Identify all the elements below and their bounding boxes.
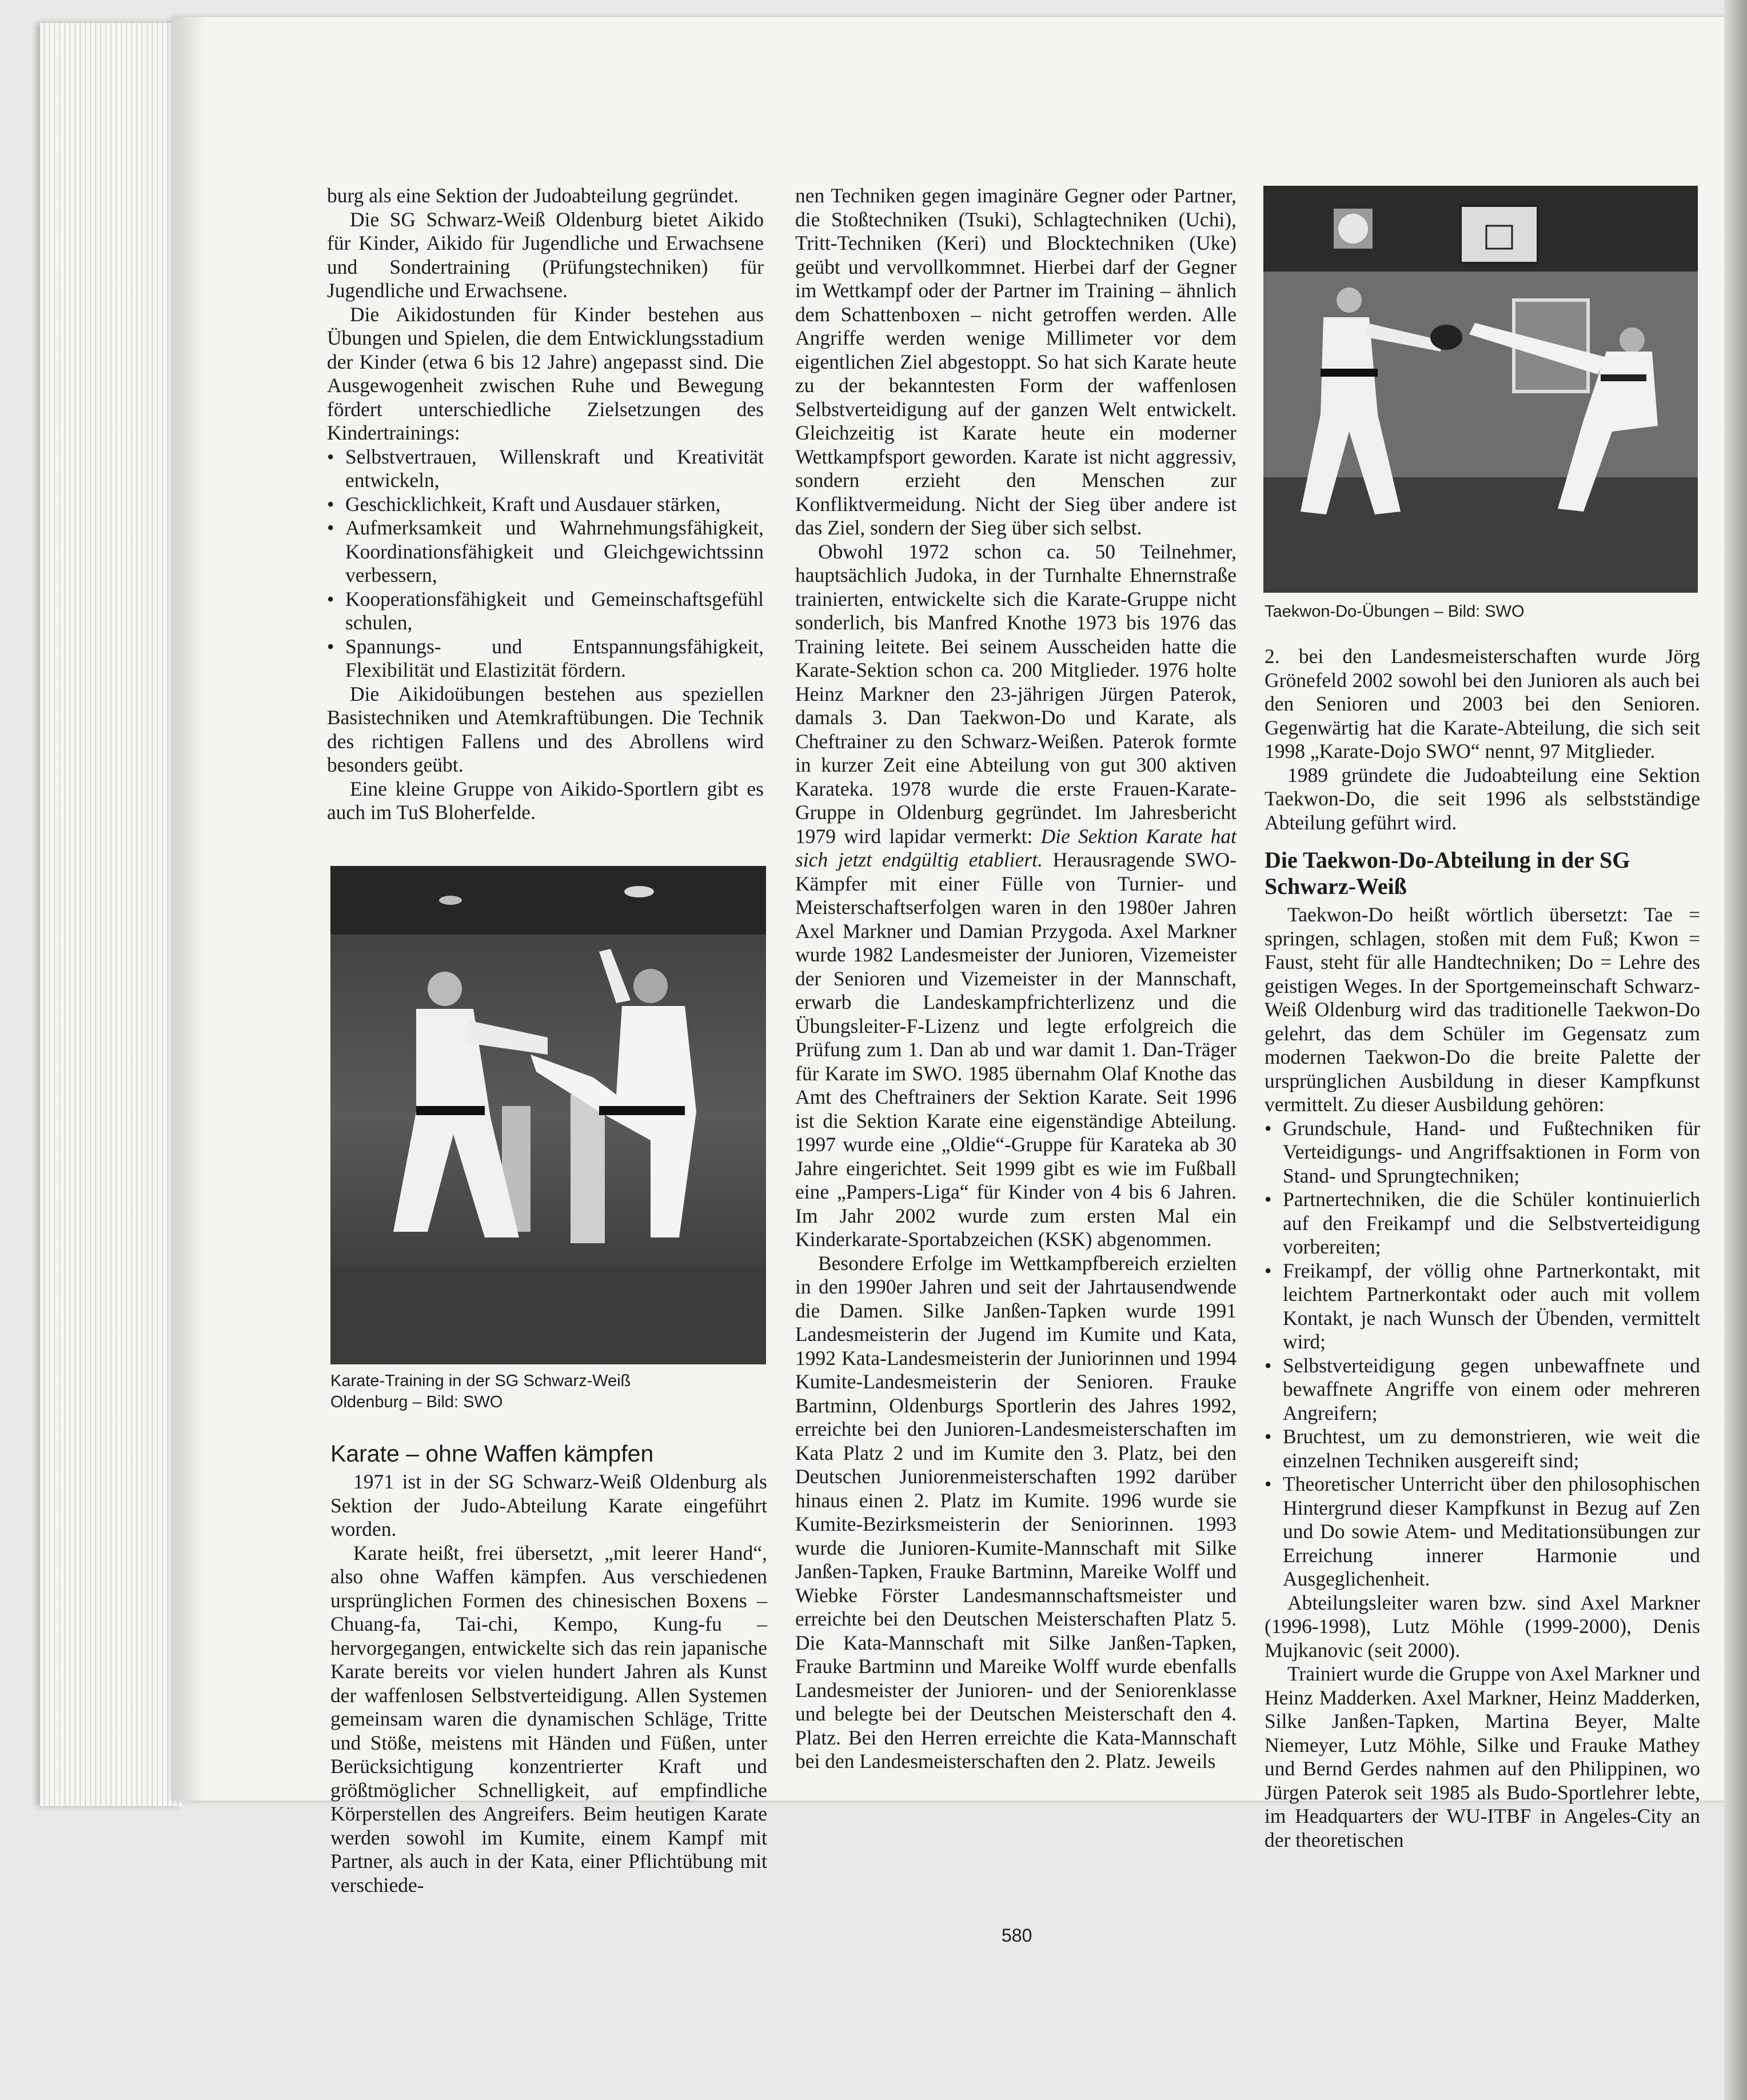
list-item: • Grundschule, Hand- und Fußtechniken für Verteidigungs- und Angriffsaktionen in Form von Stand- und Sprungtechniken; [1265, 1117, 1700, 1188]
paragraph-text: Obwohl 1972 schon ca. 50 Teilnehmer, hauptsächlich Judoka, in der Turnhalte Ehnernstraße trainierten, entwickelte sich die Karate-Gruppe nicht sonderlich, bis Manfred Knothe 1973 bis 1976 das Training leitete. Bei seinem Ausscheiden hatte die Karate-Sektion schon ca. 200 Mitglieder. 1976 holte Heinz Markner den 23-jährigen Jürgen Paterok, damals 3. Dan Taekwon-Do und Karate, als Cheftrainer zu den Schwarz-Weißen. Paterok formte in kurzer Zeit eine Abteilung von gut 300 aktiven Karateka. 1978 wurde die erste Frauen-Karate-Gruppe in Oldenburg gegründet. Im Jahresbericht 1979 wird lapidar vermerkt: [795, 540, 1237, 848]
list-item: • Partnertechniken, die die Schüler kontinuierlich auf den Freikampf und die Selbstverteidigung vorbereiten; [1265, 1188, 1700, 1259]
list-item: • Selbstverteidigung gegen unbewaffnete und bewaffnete Angriffe von einem oder mehreren Angreifern; [1265, 1354, 1700, 1426]
section-heading: Die Taekwon-Do-Abteilung in der SG Schwarz-Weiß [1265, 847, 1630, 899]
quote-text: Die Sektion Karate hat sich jetzt endgültig etabliert. [795, 824, 1237, 871]
paragraph: Karate heißt, frei übersetzt, „mit leerer Hand“, also ohne Waffen kämpfen. Aus verschiedenen ursprünglichen Formen des chinesischen Boxens – Chuang-fa, Tai-chi, Kempo, Kung-fu – hervorgegangen, entwickelte sich das rein japanische Karate bereits vor vielen hundert Jahren als Kunst der waffenlosen Selbstverteidigung. Allen Systemen gemeinsam waren die dynamischen Schläge, Tritte und Stöße, meistens mit Händen und Füßen, unter Berücksichtigung konzentrierter Kraft und größtmöglicher Schnelligkeit, auf empfindliche Körperstellen des Angreifers. Beim heutigen Karate werden sowohl im Kumite, einem Kampf mit Partner, als auch in der Kata, einer Pflichtübung mit verschiede- [330, 1541, 767, 1897]
paragraph: nen Techniken gegen imaginäre Gegner oder Partner, die Stoßtechniken (Tsuki), Schlagtechniken (Uchi), Tritt-Techniken (Keri) und Blocktechniken (Uke) geübt und vervollkommnet. Hierbei darf der Gegner im Wettkampf oder der Partner im Training – ähnlich dem Schattenboxen – nicht getroffen werden. Alle Angriffe werden wenige Millimeter vor dem eigentlichen Ziel abgestoppt. So hat sich Karate heute zu der bekanntesten Form der waffenlosen Selbstverteidigung auf der ganzen Welt entwickelt. Gleichzeitig ist Karate heute ein moderner Wettkampfsport geworden. Karate ist nicht aggressiv, sondern erzieht den Menschen zur Konfliktvermeidung. Nicht der Sieg über andere ist das Ziel, sondern der Sieg über sich selbst. [795, 184, 1237, 539]
paragraph: 1989 gründete die Judoabteilung eine Sektion Taekwon-Do, die seit 1996 als selbstständige Abteilung geführt wird. [1265, 763, 1700, 834]
paragraph: Die Aikidostunden für Kinder bestehen aus Übungen und Spielen, die dem Entwicklungsstadium der Kinder (etwa 6 bis 12 Jahre) angepasst sind. Die Ausgewogenheit zwischen Ruhe und Bewegung fördert unterschiedliche Zielsetzungen des Kindertrainings: [327, 302, 764, 444]
paragraph [795, 540, 1237, 1252]
column-2 [795, 184, 1237, 1774]
list-item: • Aufmerksamkeit und Wahrnehmungsfähigkeit, Koordinationsfähigkeit und Gleichgewichtssinn verbessern, [327, 516, 764, 588]
book-page-edges [40, 23, 183, 1806]
scan-edge [1724, 0, 1747, 2100]
paragraph: 2. bei den Landesmeisterschaften wurde Jörg Grönefeld 2002 sowohl bei den Junioren als auch bei den Senioren und 2003 bei den Senioren. Gegenwärtig hat die Karate-Abteilung, die sich seit 1998 „Karate-Dojo SWO“ nennt, 97 Mitglieder. [1265, 645, 1700, 762]
paragraph-text: Herausragende SWO-Kämpfer mit einer Fülle von Turnier- und Meisterschaftserfolgen waren in den 1980er Jahren Axel Markner und Damian Przygoda. Axel Markner wurde 1982 Landesmeister der Junioren, Vizemeister der Senioren und Vizemeister in der Mannschaft, erwarb die Landeskampfrichterlizenz und die Übungsleiter-F-Lizenz und legte erfolgreich die Prüfung zum 1. Dan ab und war damit 1. Dan-Träger für Karate im SWO. 1985 übernahm Olaf Knothe das Amt des Cheftrainers der Sektion Karate. Seit 1996 ist die Sektion Karate eine eigenständige Abteilung. 1997 wurde eine „Oldie“-Gruppe für Karateka ab 30 Jahre eingerichtet. Seit 1999 gibt es wie im Fußball eine „Pampers-Liga“ für Kinder von 4 bis 6 Jahren. Im Jahr 2002 wurde zum ersten Mal ein Kinderkarate-Sportabzeichen (KSK) abgenommen. [795, 848, 1237, 1251]
photo-caption: Karate-Training in der SG Schwarz-Weiß Oldenburg – Bild: SWO [330, 1372, 631, 1411]
column-3 [1265, 645, 1700, 1852]
photo-caption: Taekwon-Do-Übungen – Bild: SWO [1265, 602, 1525, 621]
paragraph: burg als eine Sektion der Judoabteilung gegründet. [327, 184, 739, 207]
paragraph: 1971 ist in der SG Schwarz-Weiß Oldenburg als Sektion der Judo-Abteilung Karate eingeführt worden. [330, 1470, 767, 1540]
karate-training-photo [330, 866, 766, 1364]
bullet-list [327, 445, 764, 682]
paragraph: Eine kleine Gruppe von Aikido-Sportlern gibt es auch im TuS Bloherfelde. [327, 777, 764, 824]
paragraph: Taekwon-Do heißt wörtlich übersetzt: Tae = springen, schlagen, stoßen mit dem Fuß; Kwon = Faust, steht für alle Handtechniken; Do = Lehre des geistigen Weges. In der Sportgemeinschaft Schwarz-Weiß Oldenburg wird das traditionelle Taekwon-Do gelehrt, das dem Schüler im Gegensatz zum modernen Taekwon-Do die breite Palette der ursprünglichen Ausbildung in dieser Kampfkunst vermittelt. Zu dieser Ausbildung gehören: [1265, 903, 1700, 1116]
paragraph: Die Aikidoübungen bestehen aus speziellen Basistechniken und Atemkraftübungen. Die Technik des richtigen Fallens und des Abrollens wird besonders geübt. [327, 682, 764, 776]
list-item: • Geschicklichkeit, Kraft und Ausdauer stärken, [327, 493, 764, 517]
paragraph: Besondere Erfolge im Wettkampfbereich erzielten in den 1990er Jahren und seit der Jahrtausendwende die Damen. Silke Janßen-Tapken wurde 1991 Landesmeisterin der Jugend im Kumite und Kata, 1992 Kata-Landesmeisterin der Juniorinnen und 1994 Kumite-Landesmeisterin der Senioren. Frauke Bartminn, Oldenburgs Sportlerin des Jahres 1992, erreichte bei den Junioren-Landesmeisterschaften im Kata Platz 2 und im Kumite den 3. Platz, bei den Deutschen Juniorenmeisterschaften 1992 darüber hinaus einen 2. Platz im Kumite. 1996 wurde sie Kumite-Bezirksmeisterin der Seniorinnen. 1993 wurde die Junioren-Kumite-Mannschaft mit Silke Janßen-Tapken, Frauke Bartminn, Mareike Wolff und Wiebke Förster Landesmannschaftsmeister und erreichte bei den Deutschen Meisterschaften Platz 5. Die Kata-Mannschaft mit Silke Janßen-Tapken, Frauke Bartminn und Mareike Wolff wurde ebenfalls Landesmeister der Junioren- und der Seniorenklasse und belegte bei der Deutschen Meisterschaft den 4. Platz. Bei den Herren erreichte die Kata-Mannschaft bei den Landesmeisterschaften den 2. Platz. Jeweils [795, 1251, 1237, 1772]
paragraph: Die SG Schwarz-Weiß Oldenburg bietet Aikido für Kinder, Aikido für Jugendliche und Erwachsene und Sondertraining (Prüfungstechniken) für Jugendliche und Erwachsene. [327, 207, 764, 302]
list-item: • Kooperationsfähigkeit und Gemeinschaftsgefühl schulen, [327, 588, 764, 635]
section-heading: Karate – ohne Waffen kämpfen [330, 1440, 654, 1467]
paragraph: Trainiert wurde die Gruppe von Axel Markner und Heinz Madderken. Axel Markner, Heinz Madderken, Silke Janßen-Tapken, Martina Beyer, Malte Niemeyer, Lutz Möhle, Silke und Frauke Mathey und Bernd Gerdes nahmen auf den Philippinen, wo Jürgen Paterok seit 1985 als Budo-Sportlehrer lebte, im Headquarters der WU-ITBF in Angeles-City an der theoretischen [1265, 1662, 1700, 1851]
page-number: 580 [1002, 1925, 1032, 1946]
list-item: • Bruchtest, um zu demonstrieren, wie weit die einzelnen Techniken ausgereift sind; [1265, 1425, 1700, 1472]
taekwondo-photo [1263, 186, 1698, 593]
binding-shadow [171, 17, 206, 1800]
list-item: • Freikampf, der völlig ohne Partnerkontakt, mit leichtem Partnerkontakt oder auch mit vollem Kontakt, je nach Wunsch der Übenden, vermittelt wird; [1265, 1259, 1700, 1354]
list-item: • Spannungs- und Entspannungsfähigkeit, Flexibilität und Elastizität fördern. [327, 635, 764, 682]
list-item: • Selbstvertrauen, Willenskraft und Kreativität entwickeln, [327, 445, 764, 493]
paragraph: Abteilungsleiter waren bzw. sind Axel Markner (1996-1998), Lutz Möhle (1999-2000), Denis Mujkanovic (seit 2000). [1265, 1591, 1700, 1662]
column-1 [327, 184, 764, 825]
list-item: • Theoretischer Unterricht über den philosophischen Hintergrund dieser Kampfkunst in Bezug auf Zen und Do sowie Atem- und Meditationsübungen zur Erreichung innerer Harmonie und Ausgeglichenheit. [1265, 1472, 1700, 1591]
column-1-lower [330, 1428, 767, 1897]
bullet-list [1265, 1117, 1700, 1591]
